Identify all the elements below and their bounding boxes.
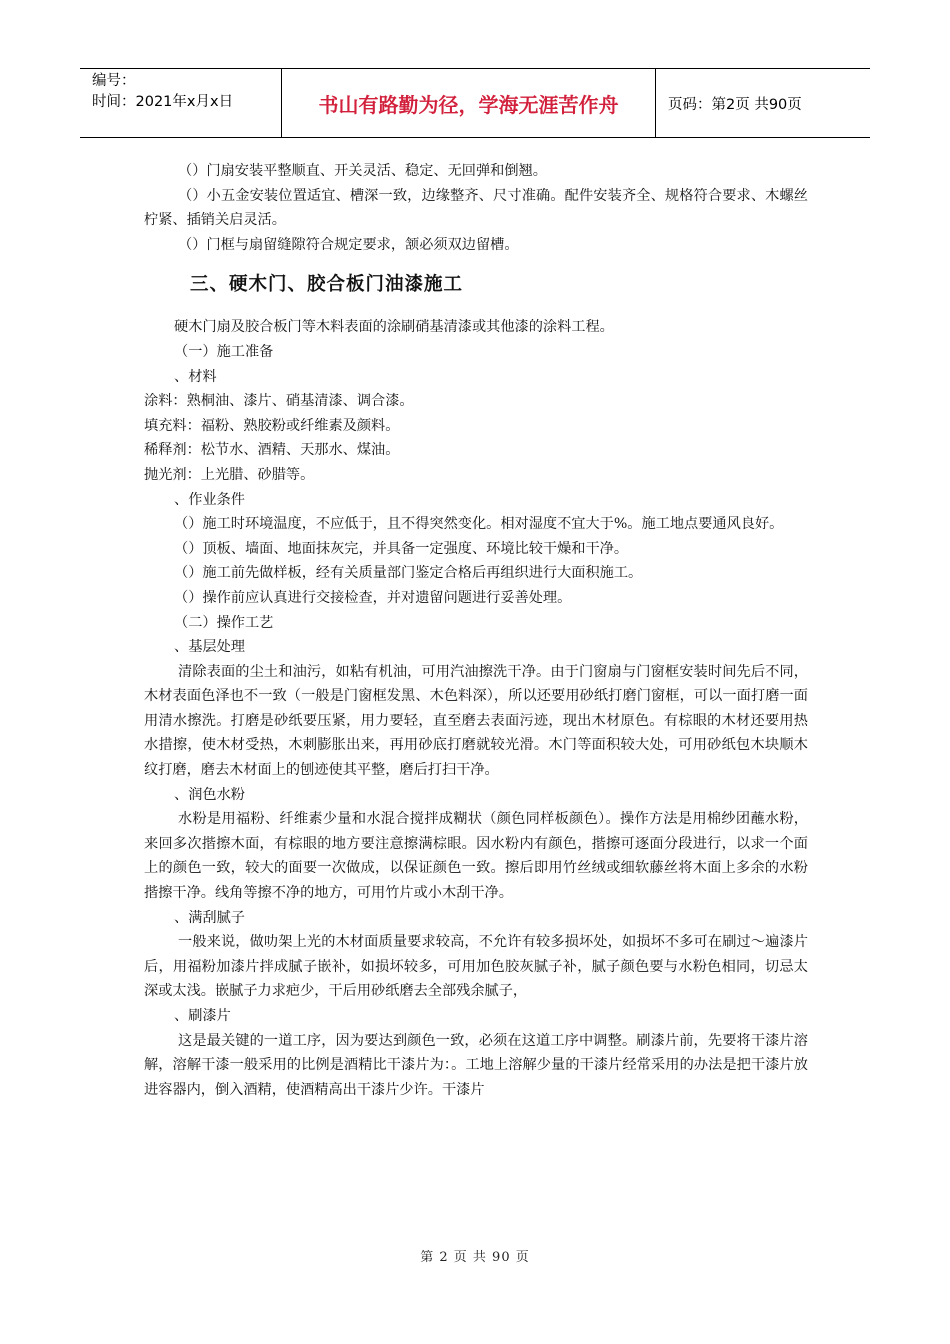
list-item: 抛光剂：上光腊、砂腊等。	[144, 466, 315, 483]
paragraph: （）小五金安装位置适宜、槽深一致，边缘整齐、尺寸准确。配件安装齐全、规格符合要求、木螺丝柠紧、插销关启灵活。	[144, 187, 808, 229]
document-body	[144, 159, 808, 1102]
paragraph: （）施工时环境温度，不应低于，且不得突然变化。相对湿度不宜大于%。施工地点要通风良好。	[174, 516, 784, 533]
page-footer: 第 2 页 共 90 页	[420, 1250, 530, 1265]
subheading: 、刷漆片	[174, 1008, 231, 1024]
list-item: 涂料：熟桐油、漆片、硝基清漆、调合漆。	[144, 393, 414, 410]
motto: 书山有路勤为径，学海无涯苦作舟	[282, 69, 656, 137]
date-line: 时间：2021年x月x日	[92, 94, 234, 110]
paragraph: 清除表面的尘土和油污，如粘有机油，可用汽油擦洗干净。由于门窗扇与门窗框安装时间先后不同，木材表面色泽也不一致（一般是门窗框发黑、木色料深），所以还要用砂纸打磨门窗框，可以一面打磨一面用清水擦洗。打磨是砂纸要压紧，用力要轻，直至磨去表面污迹，现出木材原色。有棕眼的木材还要用热水措擦，使木材受热，木刺膨胀出来，再用砂底打磨就较光滑。木门等面积较大处，可用砂纸包木块顺木纹打磨，磨去木材面上的刨迹使其平整，磨后打扫干净。	[144, 663, 808, 779]
paragraph: （）操作前应认真进行交接检查，并对遗留问题进行妥善处理。	[174, 589, 572, 606]
paragraph: （）门框与扇留缝隙符合规定要求，颔必须双边留槽。	[178, 236, 519, 253]
subheading: 、满刮腻子	[174, 909, 245, 926]
header-left-cell	[80, 69, 282, 137]
number-label: 编号：	[92, 73, 136, 89]
paragraph: 水粉是用福粉、纤维素少量和水混合搅拌成糊状（颜色同样板颜色）。操作方法是用棉纱团蘸水粉，来回多次揩擦木面，有棕眼的地方要注意擦满棕眼。因水粉内有颜色，揩擦可逐面分段进行，以求一个面上的颜色一致，较大的面要一次做成，以保证颜色一致。擦后即用竹丝绒或细软藤丝将木面上多余的水粉揩擦干净。线角等擦不净的地方，可用竹片或小木刮干净。	[144, 811, 808, 902]
page-info: 页码：第2页 共90页	[668, 96, 802, 113]
list-item: 填充料：福粉、熟胶粉或纤维素及颜料。	[144, 417, 400, 434]
subheading: 、润色水粉	[174, 786, 245, 803]
subheading: （一）施工准备	[174, 343, 274, 360]
paragraph: （）顶板、墙面、地面抹灰完，并具备一定强度、环境比较干燥和干净。	[174, 540, 629, 557]
paragraph: 这是最关键的一道工序，因为要达到颜色一致，必须在这道工序中调整。刷漆片前，先要将干漆片溶解，溶解干漆一般采用的比例是酒精比干漆片为：。工地上溶解少量的干漆片经常采用的办法是把干漆片放进容器内，倒入酒精，使酒精高出干漆片少许。干漆片	[144, 1032, 808, 1098]
paragraph: （）施工前先做样板，经有关质量部门鉴定合格后再组织进行大面积施工。	[174, 565, 643, 582]
paragraph: 一般来说，做叻架上光的木材面质量要求较高，不允许有较多损坏处，如损坏不多可在刷过～遍漆片后，用福粉加漆片拌成腻子嵌补，如损坏较多，可用加色胶灰腻子补，腻子颜色要与水粉色相同，切忌太深或太浅。嵌腻子力求疤少，干后用砂纸磨去全部残余腻子，	[144, 934, 808, 1000]
subheading: 、基层处理	[174, 639, 245, 656]
section-heading: 三、硬木门、胶合板门油漆施工	[190, 274, 464, 296]
subheading: 、材料	[174, 368, 217, 385]
subheading: （二）操作工艺	[174, 614, 274, 631]
subheading: 、作业条件	[174, 491, 245, 508]
paragraph: 硬木门扇及胶合板门等木料表面的涂刷硝基清漆或其他漆的涂料工程。	[174, 319, 614, 336]
page-header	[80, 68, 870, 138]
paragraph: （）门扇安装平整顺直、开关灵活、稳定、无回弹和倒翘。	[178, 163, 547, 179]
list-item: 稀释剂：松节水、酒精、天那水、煤油。	[144, 442, 400, 459]
